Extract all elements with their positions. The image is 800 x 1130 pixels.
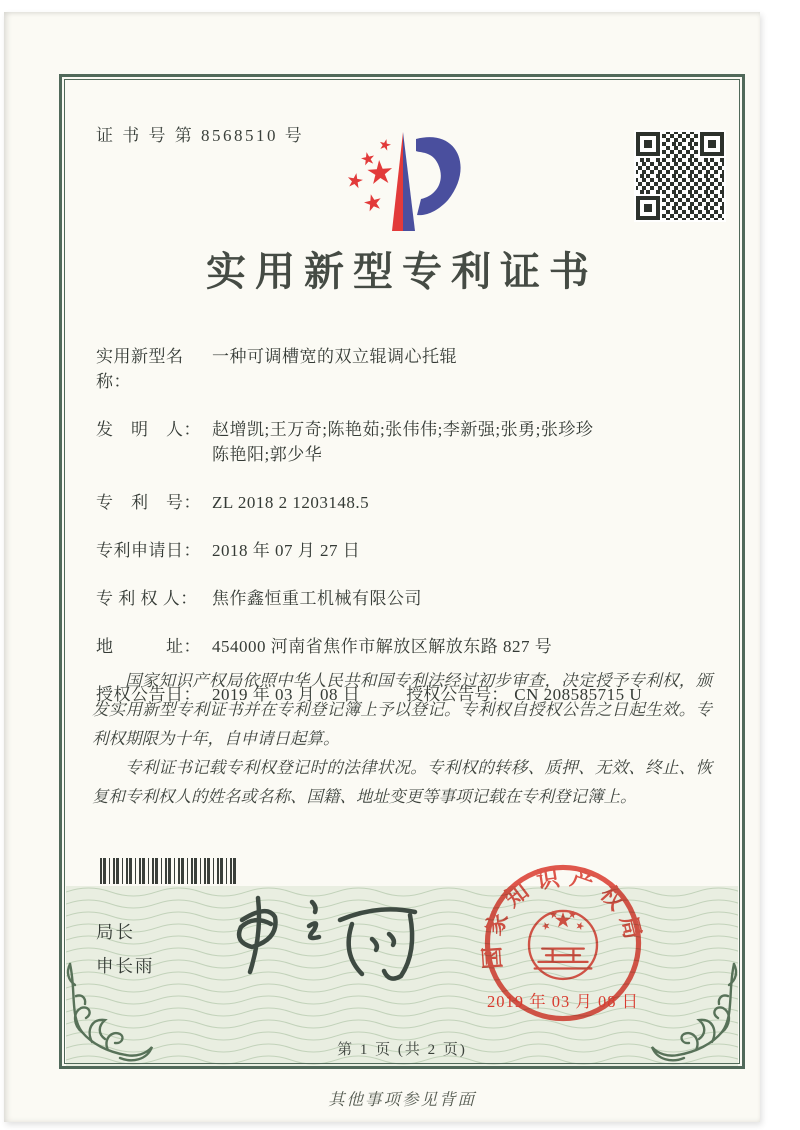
- field-value: 焦作鑫恒重工机械有限公司: [212, 589, 422, 608]
- field-value: [212, 417, 593, 467]
- legal-paragraph-1: 国家知识产权局依照中华人民共和国专利法经过初步审查，决定授予专利权，颁发实用新型专利证书并在专利登记簿上予以登记。专利权自授权公告之日起生效。专利权期限为十年，自申请日起算。: [92, 671, 712, 748]
- field-filing-date: [96, 538, 676, 563]
- field-value: 2019 年 03 月 08 日: [212, 685, 361, 704]
- field-patentee: [96, 586, 676, 611]
- field-label: 授权公告日：: [96, 685, 201, 704]
- field-value: 一种可调槽宽的双立辊调心托辊: [212, 347, 457, 366]
- page-number: 第 1 页 (共 2 页): [337, 1042, 467, 1058]
- field-address: [96, 634, 676, 659]
- field-label: 地 址：: [96, 637, 201, 656]
- inventors-line1: 赵增凯;王万奇;陈艳茹;张伟伟;李新强;张勇;张珍珍: [212, 420, 594, 439]
- national-emblem-icon: [529, 910, 597, 979]
- certificate-number: 证 书 号 第 8568510 号: [96, 126, 305, 145]
- qr-code: [634, 130, 726, 222]
- field-label: 专利申请日：: [96, 541, 201, 560]
- field-label: 专 利 号：: [96, 493, 201, 512]
- seal-ring-text: 国家知识产权局: [478, 864, 648, 970]
- field-inventors: [96, 417, 676, 467]
- field-value: CN 208585715 U: [514, 685, 643, 704]
- barcode: [100, 858, 237, 884]
- inventors-line2: 陈艳阳;郭少华: [212, 445, 323, 464]
- director-title: 局长: [96, 922, 135, 942]
- legal-paragraph-2: 专利证书记载专利权登记时的法律状况。专利权的转移、质押、无效、终止、恢复和专利权人的姓名或名称、国籍、地址变更等事项记载在专利登记簿上。: [92, 758, 712, 806]
- field-value: ZL 2018 2 1203148.5: [212, 493, 370, 512]
- back-side-note: 其他事项参见背面: [328, 1090, 476, 1109]
- field-label: 发 明 人：: [96, 420, 201, 439]
- cnipa-logo-icon: [332, 126, 472, 236]
- field-label: 专 利 权 人：: [96, 589, 198, 608]
- seal-date: 2019 年 03 月 08 日: [487, 992, 640, 1011]
- field-value: 454000 河南省焦作市解放区解放东路 827 号: [212, 637, 553, 656]
- field-label: 实用新型名称：: [96, 347, 184, 391]
- field-patent-number: [96, 490, 676, 515]
- director-signature: [212, 884, 437, 999]
- certificate-title: 实用新型专利证书: [206, 249, 598, 294]
- field-value: 2018 年 07 月 27 日: [212, 541, 361, 560]
- legal-text: [92, 666, 712, 811]
- field-label: 授权公告号：: [406, 685, 509, 704]
- field-utility-model-name: [96, 344, 676, 394]
- director-block: [96, 915, 155, 983]
- director-name: 申长雨: [96, 956, 155, 976]
